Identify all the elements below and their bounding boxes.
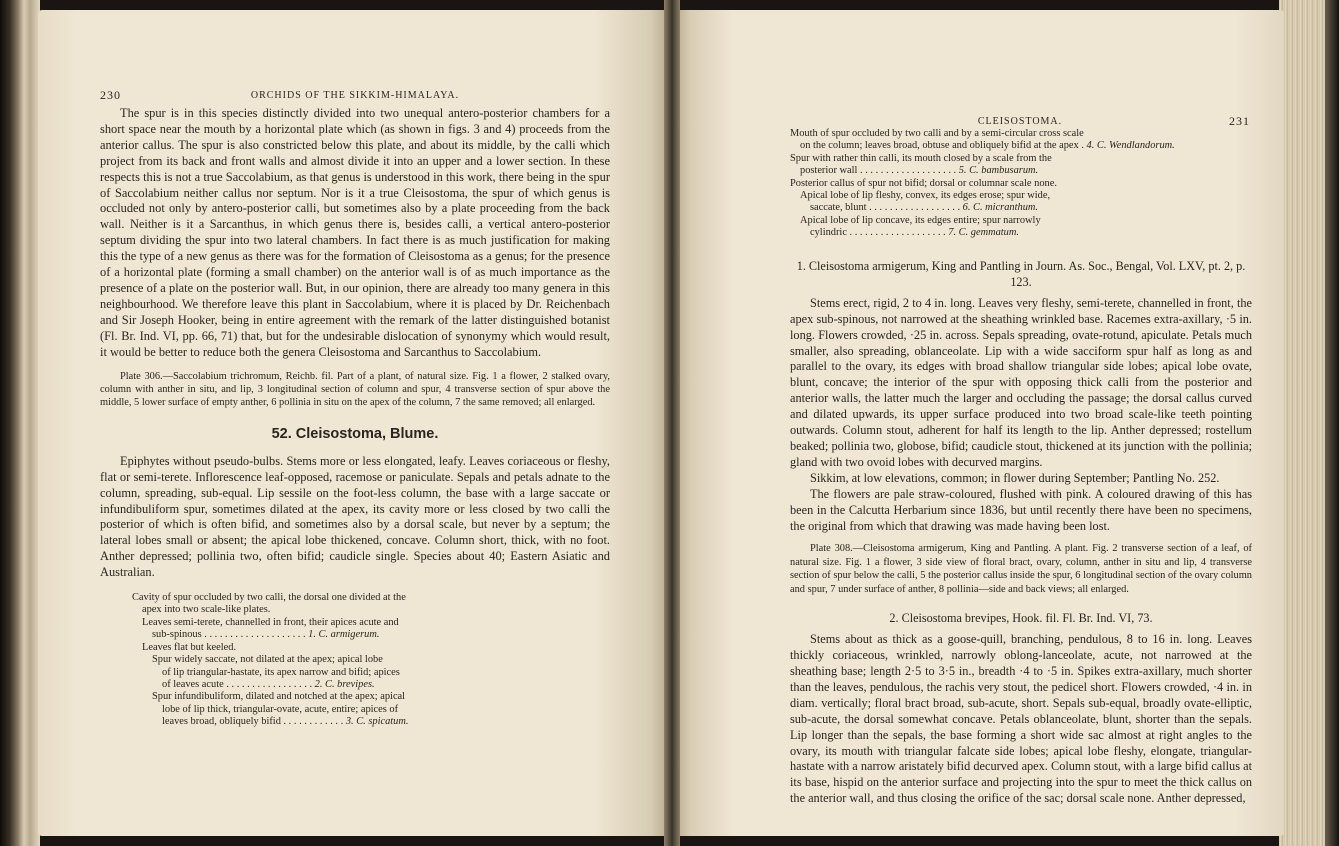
key-row-text: apex into two scale-like plates. bbox=[142, 604, 271, 616]
key-row-text: on the column; leaves broad, obtuse and obliquely bifid at the apex . bbox=[800, 140, 1084, 152]
left-plate-caption: Plate 306.—Saccolabium trichromum, Reichb. fil. Part of a plant, of natural size. Fig. 1 a flower, 2 stalked ovary, column with anther in situ, and lip, 3 longitudinal section of column and spur, 4 transverse section of spur above the middle, 5 lower surface of empty anther, 6 pollinia in situ on the apex of the column, 7 the same removed; all enlarged. bbox=[100, 370, 610, 409]
left-page-number: 230 bbox=[100, 88, 121, 102]
key-row bbox=[790, 128, 1230, 140]
species-2-description: Stems about as thick as a goose-quill, branching, pendulous, 8 to 16 in. long. Leaves thickly coriaceous, wrinkled, narrowly oblong-lanceolate, acute, not narrowed at the sheathing base; length 2·5 to 3·5 in., breadth ·4 to ·5 in. Spikes extra-axillary, much shorter than the leaves, pendulous, the rachis very stout, the pedicel short. Flowers crowded, ·4 in. in diam. vertically; floral bract broad, sub-acute, short. Sepals sub-equal, broadly ovate-elliptic, sub-acute, the dorsal somewhat concave. Petals oblanceolate, blunt, shorter than the sepals. Lip longer than the sepals, the base forming a short wide sac almost at right angles to the ovary, its mouth with triangular falcate side lobes; apical lobe fleshy, elongate, triangular-hastate with a narrow aristately bifid decurved apex. Column stout, with a large bifid callus at its base, hispid on the anterior surface and projecting into the spur to meet the thick callus on the anterior wall, and thus closing the orifice of the sac; dorsal scale none. Anther depressed, bbox=[790, 632, 1252, 806]
key-row-text: Cavity of spur occluded by two calli, the dorsal one divided at the bbox=[132, 592, 406, 604]
right-running-head: CLEISOSTOMA. bbox=[977, 116, 1063, 127]
key-row bbox=[132, 592, 592, 604]
key-row-text: of lip triangular-hastate, its apex narrow and bifid; apices bbox=[162, 666, 400, 678]
key-row-species: 5. C. bambusarum. bbox=[956, 165, 1039, 177]
book-edge-right bbox=[1279, 0, 1339, 846]
book-edge-left bbox=[0, 0, 40, 846]
key-row bbox=[790, 215, 1230, 227]
key-row-text: saccate, blunt . . . . . . . . . . . . . . . . . . bbox=[810, 202, 961, 214]
key-row-text: leaves broad, obliquely bifid . . . . . . . . . . . . bbox=[162, 716, 344, 728]
key-row-text: sub-spinous . . . . . . . . . . . . . . . . . . . . bbox=[152, 629, 306, 641]
key-row bbox=[790, 190, 1230, 202]
left-running-head: ORCHIDS OF THE SIKKIM-HIMALAYA. bbox=[250, 90, 460, 101]
genus-description: Epiphytes without pseudo-bulbs. Stems more or less elongated, leafy. Leaves coriaceous or fleshy, flat or semi-terete. Inflorescence leaf-opposed, racemose or paniculate. Sepals and petals adnate to the column, spreading, sub-equal. Lip sessile on the foot-less column, the base with a large saccate or infundibuliform spur, sometimes dilated at the apex, its cavity more or less closed by two calli the posterior of which is often bifid, and sometimes also by a dorsal scale, but never by a septum; the lateral lobes small or absent; the apical lobe thickened, concave. Column short, thick, with no foot. Anther depressed; pollinia two, often bifid; caudicle single. Species about 40; Eastern Asiatic and Australian. bbox=[100, 453, 610, 580]
key-row bbox=[790, 140, 1230, 152]
key-row-text: posterior wall . . . . . . . . . . . . . . . . . . . bbox=[800, 165, 957, 177]
key-row-text: Leaves semi-terete, channelled in front, their apices acute and bbox=[142, 616, 399, 628]
book-gutter bbox=[664, 0, 680, 846]
key-row bbox=[132, 691, 592, 703]
key-row-species: 7. C. gemmatum. bbox=[945, 227, 1019, 239]
key-row bbox=[790, 202, 1230, 214]
left-paragraph-spur: The spur is in this species distinctly divided into two unequal antero-posterior chambers for a short space near the mouth by a horizontal plate which (as shown in figs. 3 and 4) proceeds from the anterior callus. The spur is also constricted below this plate, and about its middle, by the calli which project from its back and front walls and almost divide it into an upper and a lower section. In these respects this is not a true Saccolabium, as that genus is understood in this work, there being in the spur of Saccolabium neither callus nor septum. Nor is it a true Cleisostoma, the spur of which genus is occluded not only by antero-posterior calli, but sometimes also by a plate proceeding from the back wall. Neither is it a Sarcanthus, in which genus there is, besides calli, a vertical antero-posterior septum dividing the spur into two lateral chambers. In fact there is as much justification for making this the type of a new genus as there was for the formation of Cleisostoma as a genus; for the presence of a horizontal plate (forming a small chamber) on the anterior wall is of as much importance as the presence of a plate on the posterior wall. But, in our opinion, there are already too many genera in this neighbourhood. We therefore leave this plant in Saccolabium, where it is placed by Dr. Reichenbach and Sir Joseph Hooker, being in entire agreement with the remark of the latter distinguished botanist (Fl. Br. Ind. VI, pp. 66, 71) that, but for the undesirable dislocation of synonymy which would result, it would be better to reduce both the genera Cleisostoma and Sarcanthus to Saccolabium. bbox=[100, 106, 610, 359]
right-page-number: 231 bbox=[1229, 114, 1250, 128]
key-row bbox=[132, 642, 592, 654]
key-row bbox=[132, 629, 592, 641]
key-row-species: 3. C. spicatum. bbox=[343, 716, 409, 728]
key-row bbox=[790, 227, 1230, 239]
key-row bbox=[132, 617, 592, 629]
key-row-species: 4. C. Wendlandorum. bbox=[1083, 140, 1175, 152]
key-row bbox=[790, 153, 1230, 165]
key-row bbox=[790, 178, 1230, 190]
key-row-species: 1. C. armigerum. bbox=[305, 629, 380, 641]
key-row-text: Spur widely saccate, not dilated at the apex; apical lobe bbox=[152, 654, 383, 666]
key-row bbox=[132, 667, 592, 679]
key-row-text: Leaves flat but keeled. bbox=[142, 641, 237, 653]
key-row-species: 2. C. brevipes. bbox=[312, 678, 375, 690]
species-2-heading: 2. Cleisostoma brevipes, Hook. fil. Fl. Br. Ind. VI, 73. bbox=[889, 611, 1153, 626]
key-row-text: cylindric . . . . . . . . . . . . . . . . . . . bbox=[810, 227, 946, 239]
key-row bbox=[790, 165, 1230, 177]
species-1-note: The flowers are pale straw-coloured, flushed with pink. A coloured drawing of this has been in the Calcutta Herbarium since 1836, but until recently there have been no specimens, the original from which that drawing was made having been lost. bbox=[790, 486, 1252, 533]
key-row bbox=[132, 604, 592, 616]
key-row-text: Mouth of spur occluded by two calli and by a semi-circular cross scale bbox=[790, 128, 1084, 139]
key-row-text: Apical lobe of lip concave, its edges entire; spur narrowly bbox=[800, 214, 1041, 226]
left-page-body bbox=[100, 106, 610, 729]
species-1-distribution: Sikkim, at low elevations, common; in flower during September; Pantling No. 252. bbox=[810, 470, 1220, 485]
genus-heading: 52. Cleisostoma, Blume. bbox=[271, 425, 439, 442]
left-species-key bbox=[132, 592, 592, 728]
key-row-text: Posterior callus of spur not bifid; dorsal or columnar scale none. bbox=[790, 177, 1057, 189]
key-row bbox=[132, 654, 592, 666]
key-row-text: Spur with rather thin calli, its mouth closed by a scale from the bbox=[790, 152, 1052, 164]
key-row-species: 6. C. micranthum. bbox=[960, 202, 1038, 214]
species-1-description: Stems erect, rigid, 2 to 4 in. long. Leaves very fleshy, semi-terete, channelled in front, the apex sub-spinous, not narrowed at the sheathing wrinkled base. Racemes extra-axillary, ·5 in. long. Flowers crowded, ·25 in. across. Sepals spreading, ovate-rotund, apiculate. Petals much smaller, also spreading, oblanceolate. Lip with a wide sacciform spur half as long as and parallel to the ovary, its edges with broad shallow triangular side lobes; apical lobe ovate, blunt, concave; the interior of the spur with opposing thick calli from the posterior and anterior walls, the latter much the larger and occluding the passage; the dorsal callus curved and dilated upwards, its upper surface produced into two broad scale-like teeth pointing outwards. Column stout, adherent for half its length to the lip. Anther depressed; rostellum beaked; pollinia two, globose, bifid; caudicle stout, thickened at its junction with the pollinia; gland with two ovoid lobes with decurved margins. bbox=[790, 295, 1252, 469]
species-1-heading: 1. Cleisostoma armigerum, King and Pantling in Journ. As. Soc., Bengal, Vol. LXV, pt. 2, p. 123. bbox=[796, 258, 1246, 289]
right-species-key bbox=[790, 128, 1230, 240]
right-page-body bbox=[790, 128, 1252, 807]
key-row bbox=[132, 716, 592, 728]
right-plate-caption: Plate 308.—Cleisostoma armigerum, King and Pantling. A plant. Fig. 2 transverse section of a leaf, of natural size. Fig. 1 a flower, 3 side view of floral bract, ovary, column, anther in situ and lip, 4 transverse section of spur below the calli, 5 the posterior callus inside the spur, 6 longitudinal section of the ovary column and spur, 7 under surface of anther, 8 pollinia—side and back views; all enlarged. bbox=[790, 543, 1252, 595]
key-row bbox=[132, 679, 592, 691]
key-row-text: Apical lobe of lip fleshy, convex, its edges erose; spur wide, bbox=[800, 190, 1051, 202]
key-row bbox=[132, 704, 592, 716]
key-row-text: of leaves acute . . . . . . . . . . . . . . . . . bbox=[162, 678, 313, 690]
key-row-text: Spur infundibuliform, dilated and notched at the apex; apical bbox=[152, 691, 406, 703]
key-row-text: lobe of lip thick, triangular-ovate, acute, entire; apices of bbox=[162, 703, 399, 715]
